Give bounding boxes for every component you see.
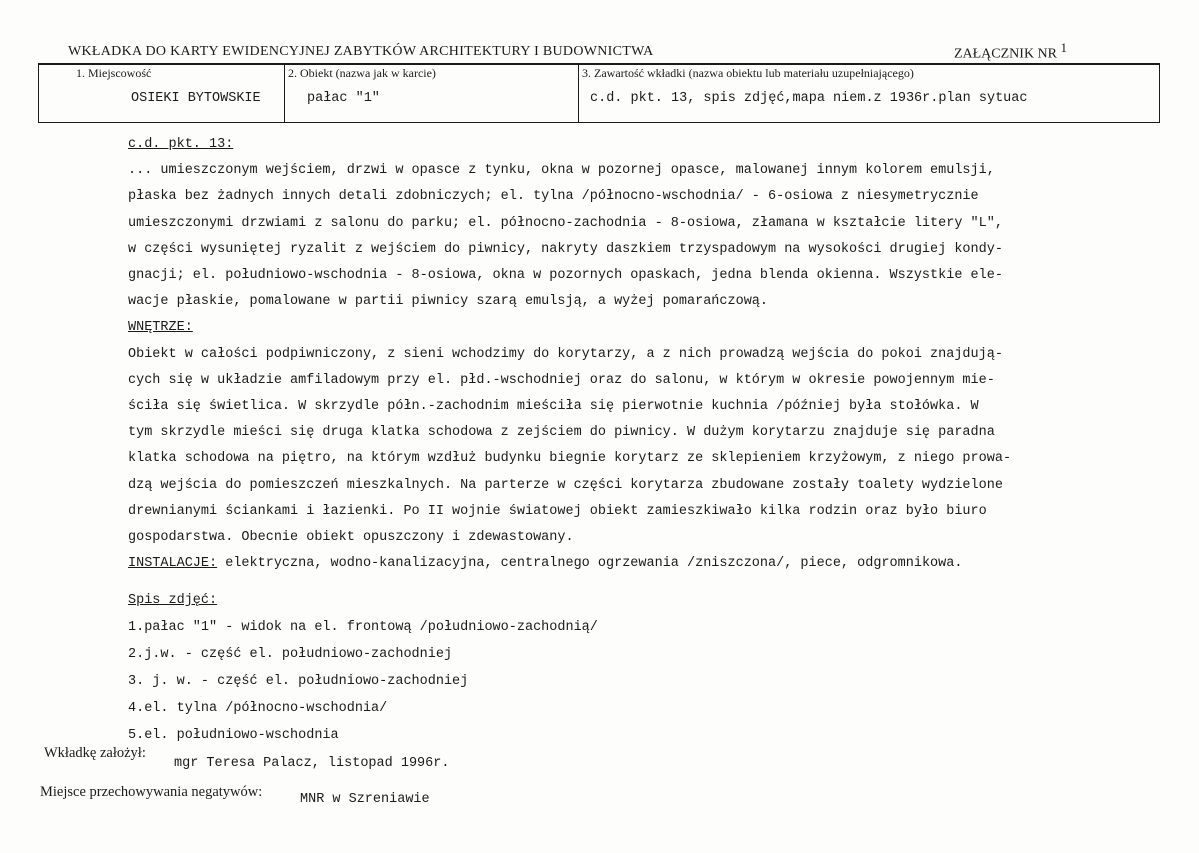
installations-text: elektryczna, wodno-kanalizacyjna, centralnego ogrzewania /zniszczona/, piece, odgromnikowa. [217, 556, 963, 572]
table-divider-right [1159, 63, 1160, 123]
description-body [128, 132, 1088, 577]
photo-list-item: 2.j.w. - część el. południowo-zachodniej [128, 647, 453, 662]
annex-text: ZAŁĄCZNIK NR [953, 46, 1057, 62]
contents-value: c.d. pkt. 13, spis zdjęć,mapa niem.z 1936r.plan sytuac [590, 91, 1028, 106]
continuation-heading: c.d. pkt. 13: [128, 137, 234, 152]
annex-number: 1 [1060, 40, 1067, 55]
para1-line: ... umieszczonym wejściem, drzwi w opasce z tynku, okna w pozornej opasce, malowanej innym kolorem emulsji, [128, 163, 995, 179]
photo-list [128, 587, 598, 749]
para1-line: umieszczonymi drzwiami z salonu do parku; el. północno-zachodnia - 8-osiowa, złamana w kształcie litery "L", [128, 215, 1003, 231]
form-title: WKŁADKA DO KARTY EWIDENCYJNEJ ZABYTKÓW ARCHITEKTURY I BUDOWNICTWA [68, 44, 654, 59]
locality-label: 1. Miejscowość [76, 66, 152, 80]
contents-label: 3. Zawartość wkładki (nazwa obiektu lub materiału uzupełniającego) [582, 66, 914, 80]
annex-label [954, 40, 1067, 63]
para1-line: w części wysuniętej ryzalit z wejściem do piwnicy, nakryty daszkiem trzyspadowym na wysokości drugiej kondy- [128, 241, 1003, 257]
photo-list-item: 5.el. południowo-wschodnia [128, 728, 339, 743]
para2-line: drewnianymi ściankami i łazienki. Po II wojnie światowej obiekt zamieszkiwało kilka rodzin oraz było biuro [128, 503, 987, 519]
author-value: mgr Teresa Palacz, listopad 1996r. [174, 756, 450, 771]
author-label: Wkładkę założył: [44, 745, 146, 761]
para2-line: tym skrzydle mieści się druga klatka schodowa z zejściem do piwnicy. W dużym korytarzu znajduje się paradna [128, 425, 995, 441]
para1-line: gnacji; el. południowo-wschodnia - 8-osiowa, okna w pozornych opaskach, jedna blenda okienna. Wszystkie ele- [128, 268, 1003, 284]
para1-line: płaska bez żadnych innych detali zdobniczych; el. tylna /północno-wschodnia/ - 6-osiowa z niesymetrycznie [128, 189, 979, 205]
table-top-rule [38, 63, 1159, 65]
para1-line: wacje płaskie, pomalowane w partii piwnicy szarą emulsją, a wyżej pomarańczową. [128, 294, 769, 310]
table-bottom-rule [38, 122, 1159, 123]
interior-heading: WNĘTRZE: [128, 320, 193, 336]
photo-list-item: 4.el. tylna /północno-wschodnia/ [128, 701, 388, 716]
para2-line: cych się w układzie amfiladowym przy el. płd.-wschodniej oraz do salonu, w którym w okresie powojennym mie- [128, 372, 995, 388]
para2-line: dzą wejścia do pomieszczeń mieszkalnych. Na parterze w części korytarza zbudowane zostały toalety wydzielone [128, 477, 1003, 493]
installations-heading: INSTALACJE: [128, 556, 218, 572]
para2-line: klatka schodowa na piętro, na którym wzdłuż budynku biegnie korytarz ze sklepieniem krzyżowym, z niego prowa- [128, 451, 1012, 467]
object-value: pałac "1" [307, 91, 380, 106]
table-divider-1 [284, 63, 285, 123]
photo-list-item: 3. j. w. - część el. południowo-zachodniej [128, 674, 469, 689]
photo-list-item: 1.pałac "1" - widok na el. frontową /południowo-zachodnią/ [128, 620, 598, 635]
negatives-label: Miejsce przechowywania negatywów: [40, 784, 263, 800]
para2-line: Obiekt w całości podpiwniczony, z sieni wchodzimy do korytarzy, a z nich prowadzą wejścia do pokoi znajdują- [128, 346, 1003, 362]
photo-list-heading: Spis zdjęć: [128, 593, 218, 608]
object-label: 2. Obiekt (nazwa jak w karcie) [288, 66, 436, 80]
table-divider-left [38, 63, 39, 123]
negatives-value: MNR w Szreniawie [300, 792, 430, 807]
para2-line: gospodarstwa. Obecnie obiekt opuszczony i zdewastowany. [128, 530, 574, 546]
locality-value: OSIEKI BYTOWSKIE [131, 91, 261, 106]
para2-line: ściła się świetlica. W skrzydle półn.-zachodnim mieściła się pierwotnie kuchnia /później była stołówka. W [128, 399, 979, 415]
table-divider-2 [578, 63, 579, 123]
